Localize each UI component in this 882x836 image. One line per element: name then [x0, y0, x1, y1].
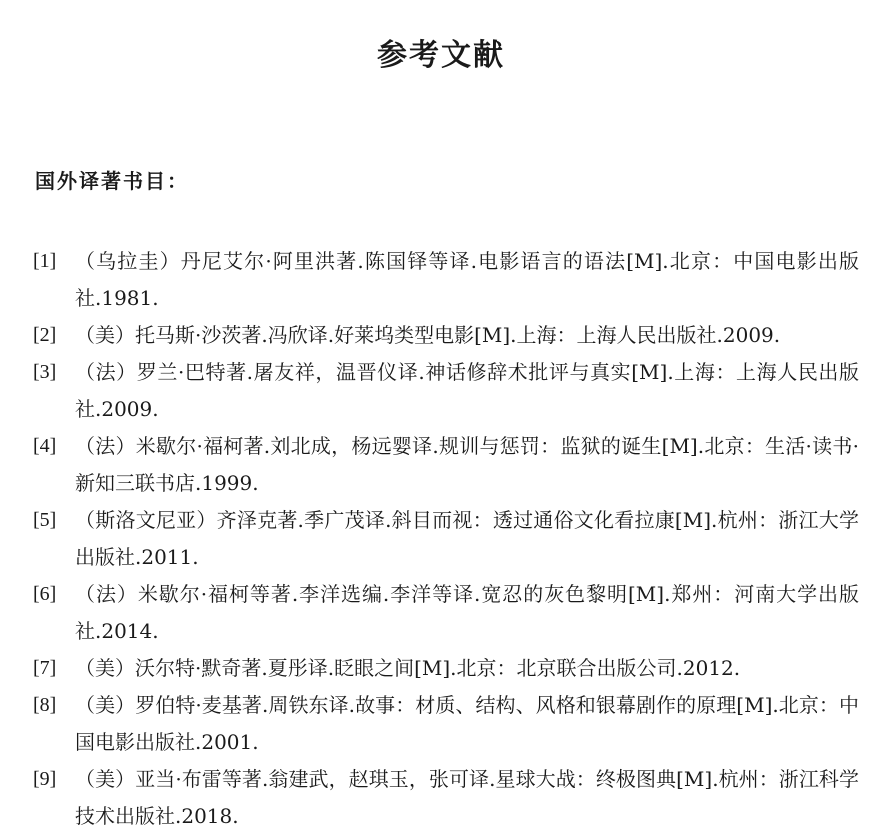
reference-number: [7] [33, 657, 57, 679]
reference-item [33, 428, 859, 502]
reference-text: （美）托马斯·沙茨著.冯欣译.好莱坞类型电影[M].上海：上海人民出版社.2009. [75, 323, 781, 347]
reference-number: [8] [33, 694, 57, 716]
reference-item [33, 687, 859, 761]
reference-item [33, 761, 859, 835]
reference-item [33, 650, 859, 687]
reference-item [33, 354, 859, 428]
reference-item [33, 243, 859, 317]
reference-list [33, 243, 859, 835]
reference-number: [6] [33, 583, 57, 605]
reference-number: [4] [33, 435, 57, 457]
reference-number: [1] [33, 250, 57, 272]
reference-item [33, 317, 859, 354]
page-title: 参考文献 [377, 38, 505, 73]
reference-number: [5] [33, 509, 57, 531]
reference-text: （法）罗兰·巴特著.屠友祥，温晋仪译.神话修辞术批评与真实[M].上海：上海人民出版社.2009. [75, 360, 859, 421]
reference-number: [3] [33, 361, 57, 383]
reference-text: （斯洛文尼亚）齐泽克著.季广茂译.斜目而视：透过通俗文化看拉康[M].杭州：浙江大学出版社.2011. [75, 508, 859, 569]
reference-text: （乌拉圭）丹尼艾尔·阿里洪著.陈国铎等译.电影语言的语法[M].北京：中国电影出版社.1981. [75, 249, 859, 310]
reference-number: [9] [33, 768, 57, 790]
reference-text: （法）米歇尔·福柯著.刘北成，杨远婴译.规训与惩罚：监狱的诞生[M].北京：生活·读书·新知三联书店.1999. [75, 434, 859, 495]
reference-text: （法）米歇尔·福柯等著.李洋选编.李洋等译.宽忍的灰色黎明[M].郑州：河南大学出版社.2014. [75, 582, 859, 643]
reference-text: （美）沃尔特·默奇著.夏彤译.眨眼之间[M].北京：北京联合出版公司.2012. [75, 656, 741, 680]
reference-text: （美）亚当·布雷等著.翁建武，赵琪玉，张可译.星球大战：终极图典[M].杭州：浙江科学技术出版社.2018. [75, 767, 859, 828]
section-heading: 国外译著书目： [35, 169, 189, 193]
reference-number: [2] [33, 324, 57, 346]
reference-text: （美）罗伯特·麦基著.周铁东译.故事：材质、结构、风格和银幕剧作的原理[M].北京：中国电影出版社.2001. [75, 693, 859, 754]
reference-item [33, 502, 859, 576]
reference-item [33, 576, 859, 650]
